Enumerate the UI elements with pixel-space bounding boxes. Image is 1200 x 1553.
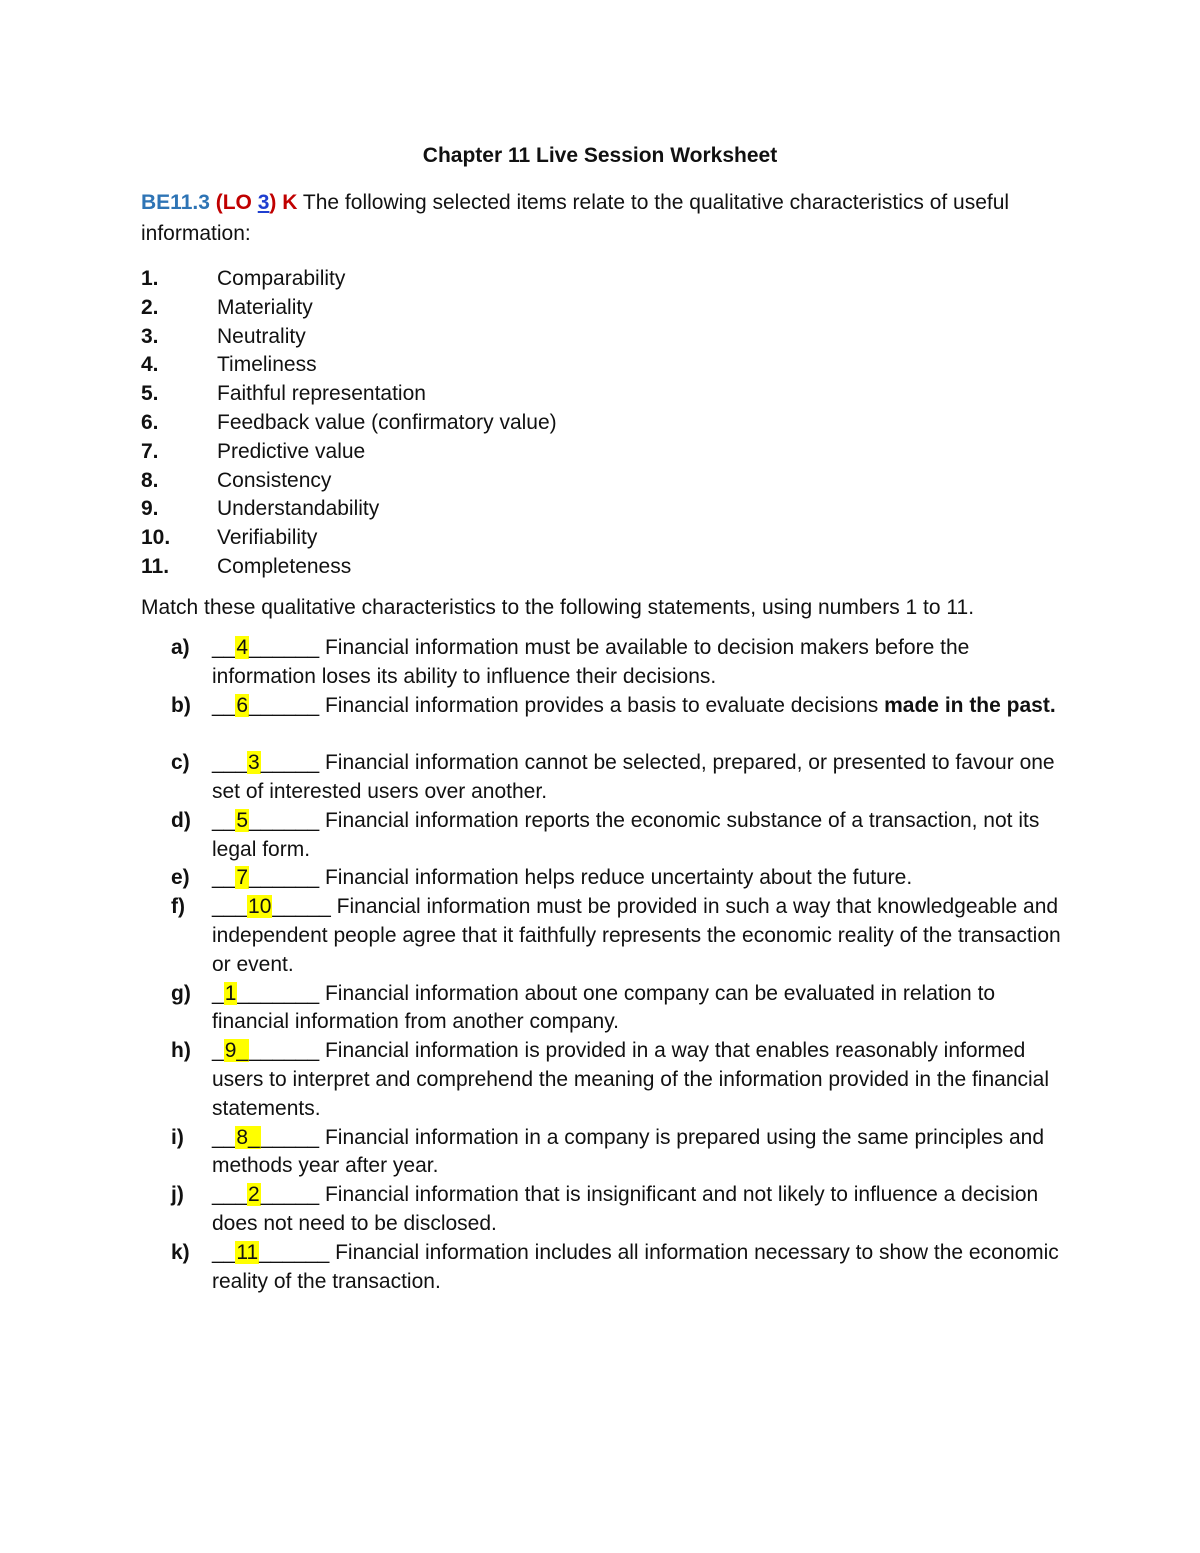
answer-highlight: 5 <box>236 808 249 832</box>
statement-j <box>171 1181 1071 1239</box>
statement-g <box>171 980 1071 1038</box>
statement-text: Financial information cannot be selected, prepared, or presented to favour one set of interested users over another. <box>212 751 1055 803</box>
difficulty-level: K <box>282 191 298 214</box>
statement-text: Financial information reports the economic substance of a transaction, not its legal form. <box>212 808 1040 861</box>
exercise-code: BE11.3 <box>141 191 210 214</box>
statement-text-bold: made in the past. <box>884 693 1056 717</box>
answer-highlight: 2 <box>248 1183 260 1207</box>
exercise-intro <box>141 187 1051 249</box>
answer-blank[interactable]: ___2_____ <box>212 1183 320 1207</box>
answer-blank[interactable]: __11______ <box>212 1240 330 1264</box>
statement-text: Financial information helps reduce uncertainty about the future. <box>324 866 913 890</box>
answer-blank[interactable]: ___10_____ <box>212 895 331 919</box>
statement-text: Financial information about one company can be evaluated in relation to financial information from another company. <box>212 981 996 1034</box>
instruction-text: Match these qualitative characteristics to the following statements, using numbers 1 to 11. <box>141 596 975 619</box>
answer-highlight: 6 <box>236 693 249 717</box>
statement-b <box>171 692 1071 750</box>
page-title: Chapter 11 Live Session Worksheet <box>422 144 778 167</box>
statement-c <box>171 749 1071 807</box>
list-item: 5. Faithful representation <box>141 382 426 406</box>
statement-letter: k) <box>171 1240 190 1264</box>
answer-highlight: 8_ <box>236 1125 260 1149</box>
list-item: 1. Comparability <box>141 267 346 290</box>
statement-k <box>171 1239 1071 1297</box>
answer-highlight: 7 <box>236 866 249 890</box>
statement-letter: i) <box>171 1125 184 1149</box>
characteristics-list <box>141 265 557 582</box>
list-item: 2. Materiality <box>141 295 313 319</box>
answer-highlight: 9_ <box>224 1039 249 1063</box>
learning-objective-link[interactable]: 3 <box>257 191 270 214</box>
answer-blank[interactable]: __5______ <box>212 808 320 832</box>
statements-list <box>171 634 1071 1296</box>
list-item: 9. Understandability <box>141 497 380 521</box>
statement-letter: c) <box>171 751 190 775</box>
statement-d <box>171 807 1071 865</box>
answer-blank[interactable]: ___3_____ <box>212 751 320 775</box>
statement-text: Financial information provides a basis to evaluate decisions <box>324 693 879 717</box>
statement-letter: h) <box>171 1039 191 1063</box>
list-item: 6. Feedback value (confirmatory value) <box>141 410 557 434</box>
answer-blank[interactable]: _9_______ <box>212 1039 320 1063</box>
statement-text: Financial information in a company is prepared using the same principles and methods year after year. <box>212 1125 1045 1178</box>
statement-f <box>171 893 1071 979</box>
list-item: 8. Consistency <box>141 468 332 492</box>
statement-text: Financial information must be provided in such a way that knowledgeable and independent people agree that it faithfully represents the economic reality of the transaction or event. <box>212 895 1061 976</box>
statement-text: Financial information that is insignificant and not likely to influence a decision does not need to be disclosed. <box>212 1183 1039 1235</box>
answer-highlight: 1 <box>224 981 237 1005</box>
statement-letter: d) <box>171 808 191 832</box>
statement-letter: a) <box>171 636 190 659</box>
answer-highlight: 10 <box>248 895 272 919</box>
learning-objective: (LO 3) <box>215 191 277 214</box>
statement-letter: j) <box>171 1183 184 1207</box>
statement-h <box>171 1037 1071 1123</box>
statement-e <box>171 864 1071 893</box>
answer-highlight: 4 <box>236 636 249 659</box>
list-item: 11. Completeness <box>141 554 352 578</box>
list-item: 4. Timeliness <box>141 353 317 377</box>
list-item: 7. Predictive value <box>141 439 366 463</box>
list-item: 3. Neutrality <box>141 324 306 348</box>
statement-letter: e) <box>171 866 190 890</box>
statement-a <box>171 634 1071 692</box>
statement-letter: f) <box>171 895 185 919</box>
statement-letter: g) <box>171 981 191 1005</box>
list-item: 10. Verifiability <box>141 526 318 550</box>
answer-blank[interactable]: _1_______ <box>212 981 320 1005</box>
answer-highlight: 11 <box>236 1240 259 1264</box>
statement-letter: b) <box>171 693 191 717</box>
answer-blank[interactable]: __8______ <box>212 1125 320 1149</box>
statement-text: Financial information includes all information necessary to show the economic reality of the transaction. <box>212 1240 1059 1293</box>
statement-text: Financial information must be available to decision makers before the information loses its ability to influence their decisions. <box>212 636 970 688</box>
intro-text: The following selected items relate to the qualitative characteristics of useful information: <box>141 191 1010 245</box>
answer-blank[interactable]: __7______ <box>212 866 320 890</box>
answer-blank[interactable]: __4______ <box>212 636 320 659</box>
answer-highlight: 3 <box>248 751 260 775</box>
statement-text: Financial information is provided in a way that enables reasonably informed users to interpret and comprehend the meaning of the information provided in the financial statements. <box>212 1039 1050 1120</box>
statement-i <box>171 1124 1071 1182</box>
answer-blank[interactable]: __6______ <box>212 693 320 717</box>
